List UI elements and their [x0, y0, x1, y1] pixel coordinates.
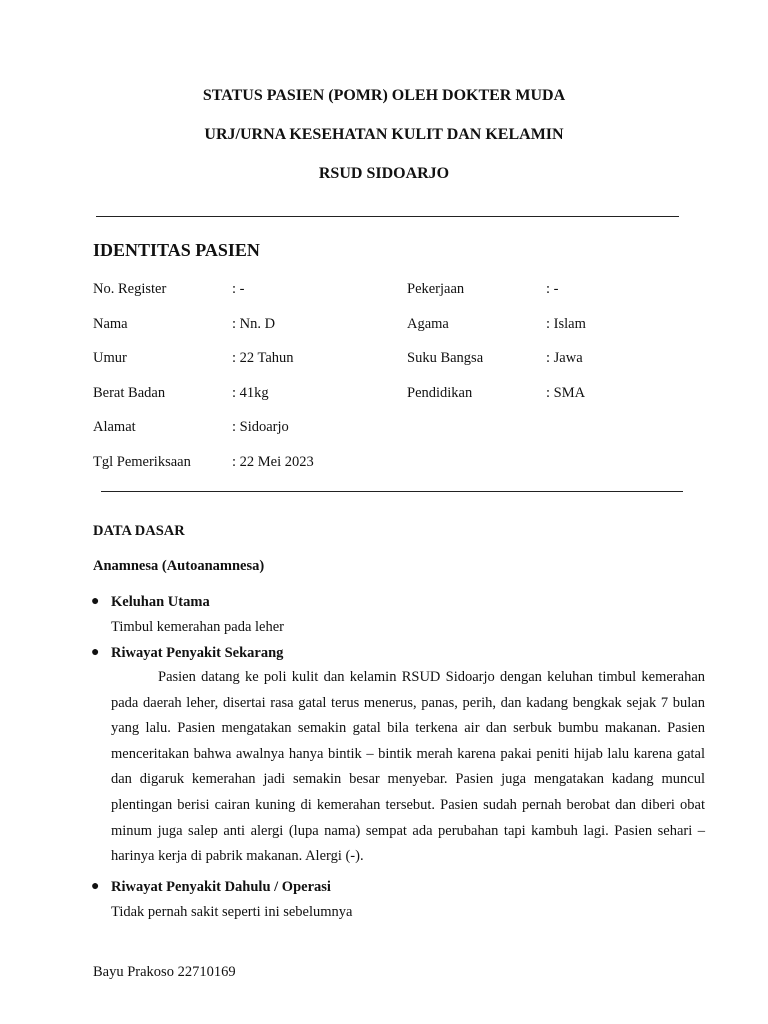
- identity-value-agama: : Islam: [546, 316, 586, 332]
- footer-author: Bayu Prakoso 22710169: [93, 964, 236, 980]
- identity-label-agama: Agama: [407, 316, 449, 332]
- header-title-line-1: STATUS PASIEN (POMR) OLEH DOKTER MUDA: [202, 87, 566, 104]
- identity-label-berat: Berat Badan: [93, 385, 166, 401]
- rpd-title: Riwayat Penyakit Dahulu / Operasi: [111, 879, 331, 895]
- bullet-icon: ●: [91, 594, 100, 609]
- bullet-icon: ●: [91, 645, 100, 660]
- header-title-line-2: URJ/URNA KESEHATAN KULIT DAN KELAMIN: [204, 126, 564, 143]
- keluhan-utama-title: Keluhan Utama: [111, 594, 210, 610]
- identity-value-alamat: : Sidoarjo: [232, 419, 289, 435]
- identity-value-umur: : 22 Tahun: [232, 350, 294, 366]
- header-title-line-3: RSUD SIDOARJO: [318, 165, 450, 182]
- identity-value-pekerjaan: : -: [546, 281, 559, 297]
- data-dasar-heading: DATA DASAR: [93, 523, 185, 539]
- identity-label-alamat: Alamat: [93, 419, 136, 435]
- identity-label-pekerjaan: Pekerjaan: [407, 281, 465, 297]
- identity-label-register: No. Register: [93, 281, 167, 297]
- identity-value-nama: : Nn. D: [232, 316, 276, 332]
- identity-value-tgl: : 22 Mei 2023: [232, 454, 314, 470]
- identity-label-tgl: Tgl Pemeriksaan: [93, 454, 191, 470]
- identity-value-suku: : Jawa: [546, 350, 583, 366]
- identity-label-nama: Nama: [93, 316, 128, 332]
- bullet-icon: ●: [91, 879, 100, 894]
- rpd-body: Tidak pernah sakit seperti ini sebelumnya: [111, 904, 353, 920]
- anamnesa-heading: Anamnesa (Autoanamnesa): [93, 558, 265, 574]
- identity-value-berat: : 41kg: [232, 385, 269, 401]
- identity-divider: [101, 491, 683, 492]
- rps-title: Riwayat Penyakit Sekarang: [111, 645, 284, 661]
- identity-value-register: : -: [232, 281, 245, 297]
- identity-label-umur: Umur: [93, 350, 127, 366]
- header-divider: [96, 216, 679, 217]
- identity-label-suku: Suku Bangsa: [407, 350, 484, 366]
- identity-value-pendidikan: : SMA: [546, 385, 586, 401]
- rps-body: Pasien datang ke poli kulit dan kelamin RSUD Sidoarjo dengan keluhan timbul kemerahan pada daerah leher, disertai rasa gatal terus menerus, panas, perih, dan kadang bengkak sejak 7 bulan yang lalu. Pasien mengatakan semakin gatal bila terkena air dan serbuk bumbu makanan. Pasien menceritakan bahwa awalnya hanya bintik – bintik merah karena pakai peniti hijab lalu karena gatal dan digaruk kemerahan jadi semakin besar menyebar. Pasien juga mengatakan kadang muncul plentingan berisi cairan kuning di kemerahan tersebut. Pasien sudah pernah berobat dan diberi obat minum juga salep anti alergi (lupa nama) sempat ada perubahan tapi kambuh lagi. Pasien sehari – harinya kerja di pabrik makanan. Alergi (-).: [111, 669, 705, 865]
- keluhan-utama-body: Timbul kemerahan pada leher: [111, 619, 285, 635]
- identity-label-pendidikan: Pendidikan: [407, 385, 473, 401]
- identitas-heading: IDENTITAS PASIEN: [93, 240, 260, 260]
